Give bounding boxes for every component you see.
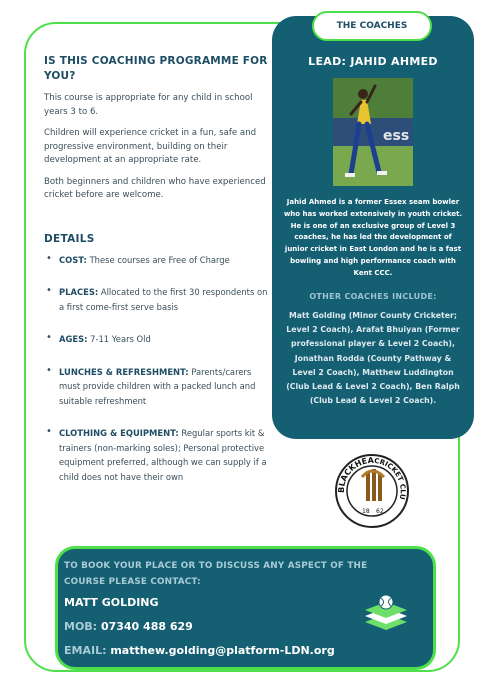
svg-text:CRICKET CLUB: CRICKET CLU [373,456,407,501]
programme-paragraph: Both beginners and children who have experienced cricket before are welcome. [44,176,266,200]
bullet-icon: • [46,426,52,437]
detail-text: 7-11 Years Old [87,334,151,344]
svg-text:62: 62 [376,508,384,515]
detail-label: PLACES: [59,287,99,297]
contact-name: MATT GOLDING [64,596,159,609]
svg-text:ess: ess [383,128,410,144]
programme-question-title: IS THIS COACHING PROGRAMME FOR YOU? [44,55,268,82]
bullet-icon: • [46,364,52,376]
detail-item-clothing [44,426,270,484]
detail-item-places [44,285,270,314]
svg-text:BLACKHEATH: BLACKHEA [336,455,374,494]
programme-paragraph: Children will experience cricket in a fun, safe and progressive environment, building on their development at an appropriate rate. [44,128,257,165]
detail-text: Parents/carers must provide children with a packed lunch and suitable refreshment [59,366,256,406]
coach-photo [333,78,413,186]
mobile-number[interactable]: 07340 488 629 [100,620,193,633]
mobile-label: MOB: [64,620,98,633]
detail-label: CLOTHING & EQUIPMENT: [59,428,179,438]
club-crest-icon [332,447,412,531]
detail-text: Regular sports kit & trainers (non-marking soles); Personal protective equipment preferred, although we can supply if a child does not have their own [59,428,267,482]
contact-mobile [64,620,193,633]
platform-logo [361,592,411,634]
bullet-icon: • [46,285,52,296]
other-coaches-list: Matt Golding (Minor County Cricketer; Level 2 Coach), Arafat Bhuiyan (Former professional player & Level 2 Coach), Jonathan Rodda (County Pathway & Level 2 Coach), Matthew Luddington (Club Lead & Level 2 Coach), Ben Ralph (Club Lead & Level 2 Coach). [286,311,460,406]
email-label: EMAIL: [64,644,107,657]
bullet-icon: • [46,332,52,343]
details-list [44,253,270,485]
detail-text: Allocated to the first 30 respondents on a first come-first serve basis [59,287,268,312]
coaches-tab: THE COACHES [312,11,432,41]
contact-email [64,644,335,657]
programme-section [44,54,270,502]
programme-paragraph: This course is appropriate for any child in school years 3 to 6. [44,93,253,117]
lead-coach-title: LEAD: JAHID AHMED [308,55,438,68]
detail-label: LUNCHES & REFRESHMENT: [59,366,189,377]
detail-item-ages [44,332,270,347]
coach-photo-image [333,78,413,186]
other-coaches-title: OTHER COACHES INCLUDE: [309,292,437,301]
detail-label: COST: [59,254,87,265]
bullet-icon: • [46,252,52,264]
detail-label: AGES: [59,334,88,344]
detail-text: These courses are Free of Charge [86,254,230,265]
layers-ball-icon [361,592,411,634]
detail-item-lunches [44,365,270,409]
email-address-link[interactable]: matthew.golding@platform-LDN.org [110,644,335,657]
lead-coach-bio: Jahid Ahmed is a former Essex seam bowler who has worked extensively in youth cricket. He is one of an exclusive group of Level 3 coaches, he has led the development of junior cricket in East London and he is a fast bowling and high performance coach with Kent CCC. [283,198,463,277]
details-title: DETAILS [44,232,95,245]
blackheath-cricket-club-logo [332,447,412,531]
detail-item-cost [44,253,270,268]
svg-text:18: 18 [362,508,370,515]
contact-prompt: TO BOOK YOUR PLACE OR TO DISCUSS ANY ASPECT OF THE COURSE PLEASE CONTACT: [64,561,368,587]
